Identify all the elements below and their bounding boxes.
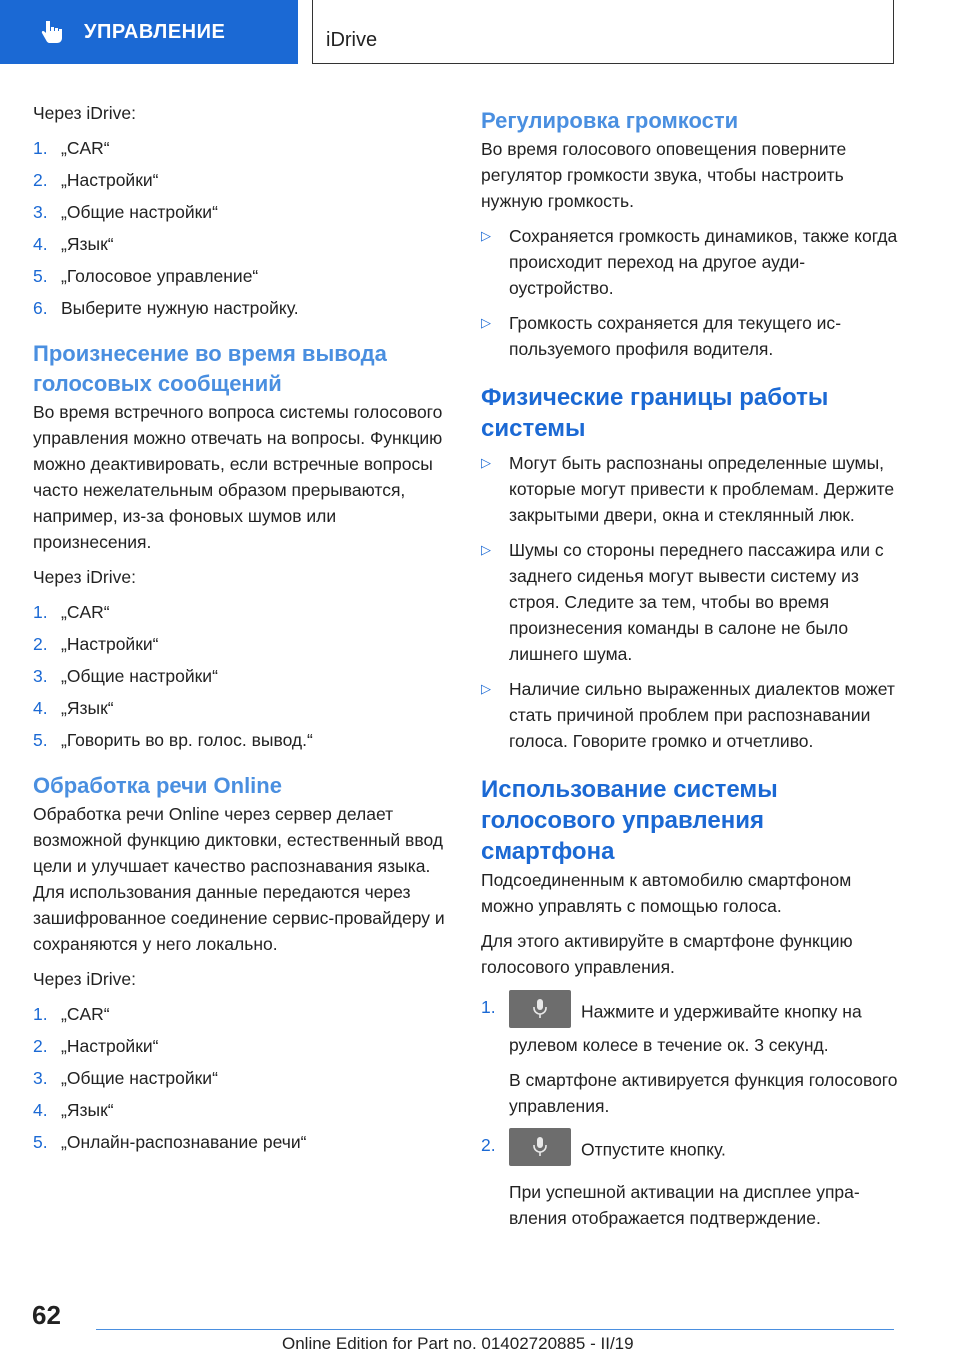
left-column	[33, 100, 451, 1161]
microphone-button-image	[509, 1128, 571, 1166]
list-item: ▷ Сохраняется громкость динамиков, также когда происходит переход на другое аудиоустройство.	[481, 223, 899, 301]
paragraph-online: Обработка речи Online через сервер делает возможной функцию диктовки, естественный ввод цели и улучшает качество распознавания языка. Для использования данные передаются через зашифрованное соединение сервис-провайдеру и сохраняются у него локально.	[33, 804, 445, 954]
microphone-button-image	[509, 990, 571, 1028]
list-item: 3. „Общие настройки“	[33, 1068, 218, 1088]
heading-limits: Физические границы работы системы	[481, 384, 829, 442]
steps-list-voice	[33, 135, 451, 321]
triangle-bullet-icon: ▷	[481, 455, 491, 470]
page-title: iDrive	[326, 29, 378, 51]
list-item: 1. „CAR“	[33, 138, 110, 158]
heading-phone: Использование системы голосового управления смартфона	[481, 776, 778, 865]
steps-list-phone	[481, 994, 899, 1240]
list-item: ▷ Могут быть распознаны определенные шумы, которые могут привести к проблемам. Держите закрытыми двери, окна и стеклянный люк.	[481, 450, 899, 528]
list-item: 5. „Онлайн-распознавание речи“	[33, 1132, 307, 1152]
paragraph-phone-1: Подсоединенным к автомобилю смартфоном можно управлять с помощью голоса.	[481, 870, 852, 916]
list-item: 5. „Говорить во вр. голос. вывод.“	[33, 730, 313, 750]
list-item: 2. Отпустите кнопку. При успешной активации на дисплее управления отображается подтверждение.	[481, 1132, 899, 1240]
list-item: 4. „Язык“	[33, 698, 114, 718]
list-item: 2. „Настройки“	[33, 634, 159, 654]
paragraph-volume: Во время голосового оповещения поверните регулятор громкости звука, чтобы настроить нужную громкость.	[481, 139, 847, 211]
paragraph-queries: Во время встречного вопроса системы голосового управления можно отвечать на вопросы. Функцию можно деактивировать, если встречные вопросы часто нежелательным образом прерываются, например, из-за фоновых шумов или произнесения.	[33, 402, 443, 552]
section-tab	[0, 0, 298, 64]
bullets-limits	[481, 450, 899, 754]
triangle-bullet-icon: ▷	[481, 228, 491, 243]
list-item: 3. „Общие настройки“	[33, 202, 218, 222]
list-item: 2. „Настройки“	[33, 170, 159, 190]
list-item: 5. „Голосовое управление“	[33, 266, 259, 286]
steps-list-online	[33, 1001, 451, 1155]
list-item: ▷ Громкость сохраняется для текущего используемого профиля водителя.	[481, 310, 899, 362]
footer-divider	[96, 1329, 894, 1330]
triangle-bullet-icon: ▷	[481, 315, 491, 330]
list-item: ▷ Шумы со стороны переднего пассажира или с заднего сиденья могут вывести систему из строя. Следите за тем, чтобы во время произнесения команды в салоне не было лишнего шума.	[481, 537, 899, 667]
section-label: УПРАВЛЕНИЕ	[84, 20, 226, 43]
page-number: 62	[32, 1300, 61, 1330]
list-item: 2. „Настройки“	[33, 1036, 159, 1056]
via-idrive-label: Через iDrive:	[33, 567, 136, 587]
heading-queries: Произнесение во время вывода голосовых сообщений	[33, 341, 387, 396]
right-column	[481, 100, 899, 1244]
list-item: 1. Нажмите и удерживайте кнопку на рулевом колесе в течение ок. 3 секунд. В смартфоне активируется функция голосового управления.	[481, 994, 899, 1128]
microphone-icon	[531, 997, 549, 1021]
triangle-bullet-icon: ▷	[481, 542, 491, 557]
list-item: 1. „CAR“	[33, 1004, 110, 1024]
via-idrive-label: Через iDrive:	[33, 969, 136, 989]
heading-volume: Регулировка громкости	[481, 108, 739, 133]
microphone-icon	[531, 1135, 549, 1159]
steps-list-queries	[33, 599, 451, 753]
via-idrive-label: Через iDrive:	[33, 103, 136, 123]
triangle-bullet-icon: ▷	[481, 681, 491, 696]
list-item: 4. „Язык“	[33, 1100, 114, 1120]
footer-edition: Online Edition for Part no. 01402720885 - II/19	[282, 1334, 634, 1353]
list-item: 3. „Общие настройки“	[33, 666, 218, 686]
hand-pointer-icon	[38, 18, 66, 46]
paragraph-phone-2: Для этого активируйте в смартфоне функцию голосового управления.	[481, 931, 853, 977]
list-item: 4. „Язык“	[33, 234, 114, 254]
bullets-volume	[481, 223, 899, 362]
list-item: 6. Выберите нужную настройку.	[33, 298, 299, 318]
list-item: ▷ Наличие сильно выраженных диалектов может стать причиной проблем при распознавании голоса. Говорите громко и отчетливо.	[481, 676, 899, 754]
heading-online: Обработка речи Online	[33, 773, 282, 798]
list-item: 1. „CAR“	[33, 602, 110, 622]
header-title-box	[312, 0, 894, 64]
